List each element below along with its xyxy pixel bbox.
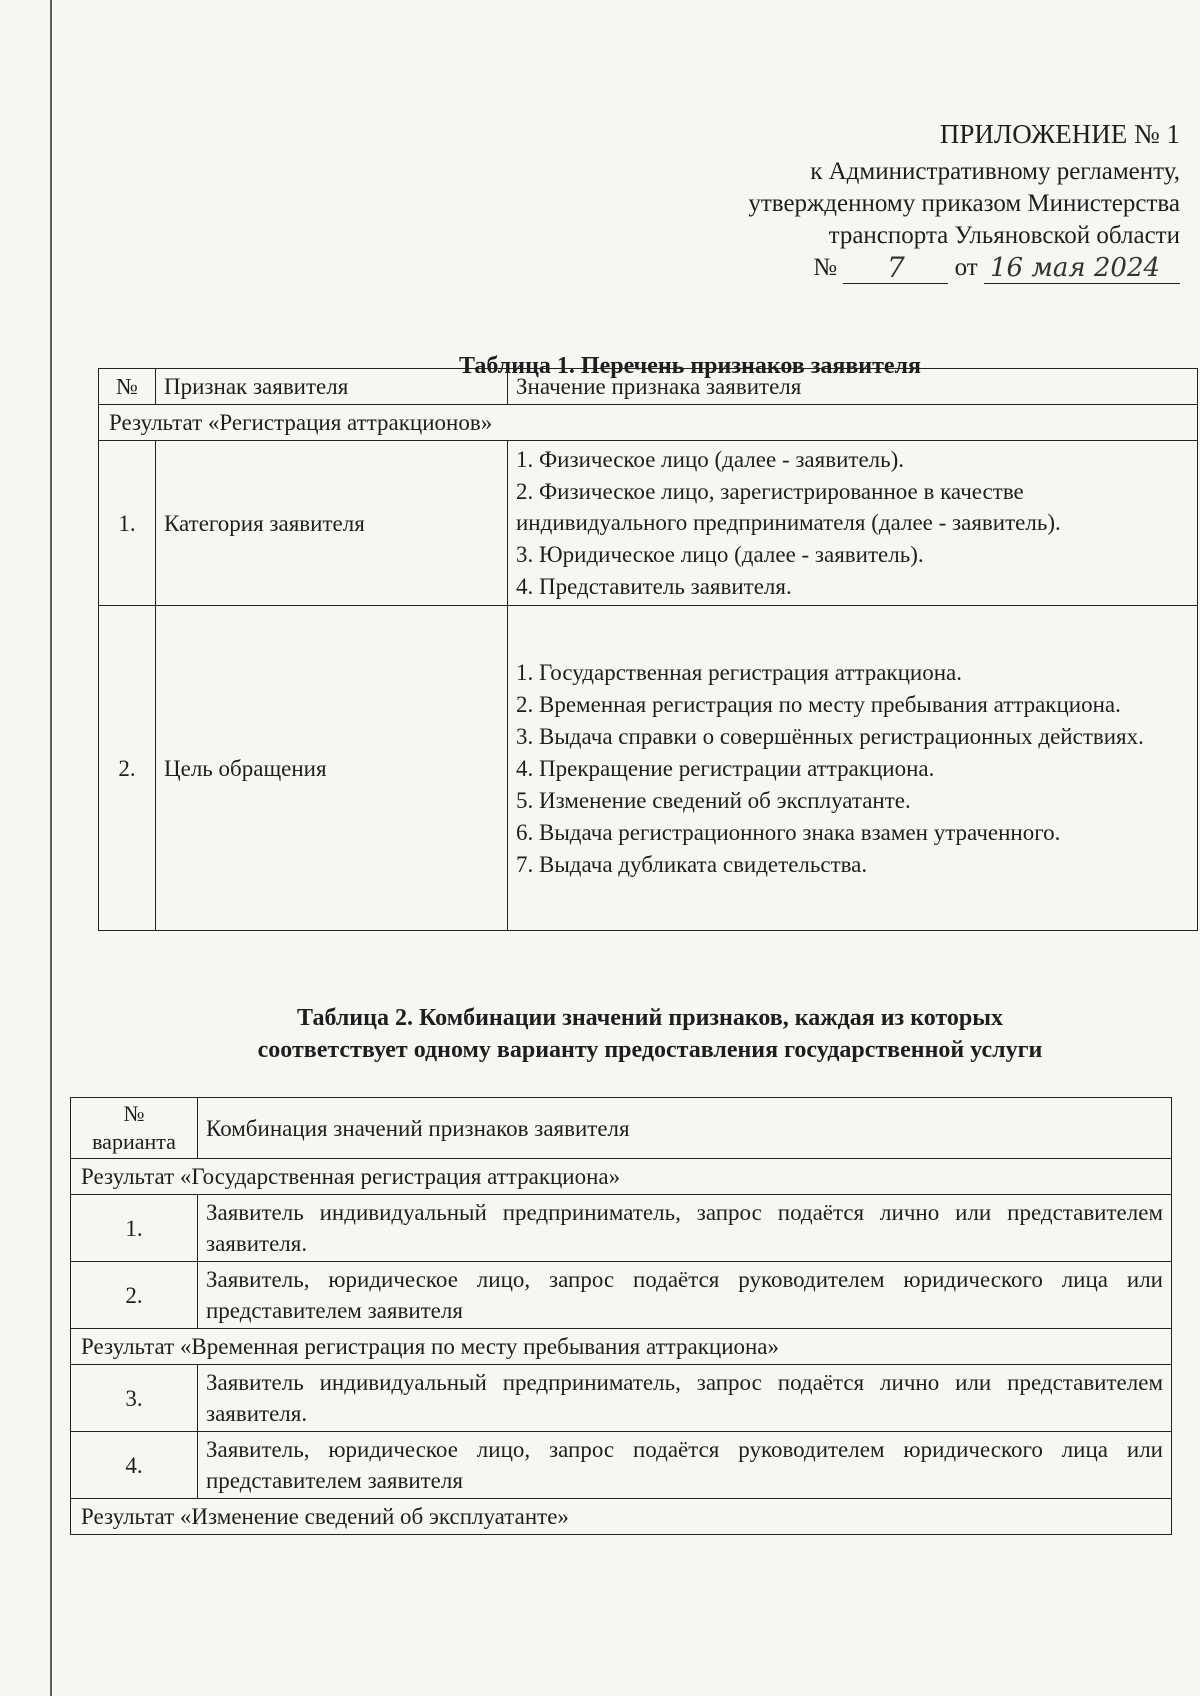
value-item: 4. Прекращение регистрации аттракциона.: [516, 755, 935, 781]
order-number-date-line: [620, 252, 1180, 284]
variant-combination: Заявитель индивидуальный предприниматель, запрос подаётся лично или представителем заявителя.: [198, 1195, 1172, 1262]
result-section-row: [71, 1329, 1172, 1365]
table-header-row: [99, 369, 1198, 405]
table2-title: [50, 1002, 1200, 1066]
result-section-row: [71, 1499, 1172, 1535]
date-prefix: от: [954, 254, 978, 281]
col-header-number: №: [99, 369, 156, 405]
result-label: Результат «Изменение сведений об эксплуатанте»: [71, 1499, 1172, 1535]
variant-number: 4.: [71, 1432, 198, 1499]
value-item: 3. Выдача справки о совершённых регистрационных действиях.: [516, 723, 1144, 749]
result-label: Результат «Регистрация аттракционов»: [99, 405, 1198, 441]
row-number: 1.: [99, 441, 156, 606]
binding-margin-line: [50, 0, 52, 1696]
value-item: 2. Физическое лицо, зарегистрированное в качестве индивидуального предпринимателя (далее - заявитель).: [516, 479, 1061, 535]
variant-combination: Заявитель, юридическое лицо, запрос подаётся руководителем юридического лица или представителем заявителя: [198, 1262, 1172, 1329]
col-header-feature: Признак заявителя: [156, 369, 508, 405]
table2-title-line: Таблица 2. Комбинации значений признаков, каждая из которых: [297, 1005, 1003, 1031]
applicant-features-table: [98, 368, 1198, 931]
value-item: 6. Выдача регистрационного знака взамен утраченного.: [516, 819, 1061, 845]
value-item: 5. Изменение сведений об эксплуатанте.: [516, 787, 911, 813]
table-row: [99, 441, 1198, 606]
value-item: 4. Представитель заявителя.: [516, 574, 792, 599]
variant-combination: Заявитель индивидуальный предприниматель, запрос подаётся лично или представителем заявителя.: [198, 1365, 1172, 1432]
table-row: [71, 1432, 1172, 1499]
header-line: транспорта Ульяновской области: [828, 222, 1180, 249]
table-header-row: [71, 1098, 1172, 1159]
header-num-symbol: №: [123, 1101, 145, 1126]
variant-number: 1.: [71, 1195, 198, 1262]
value-item: 2. Временная регистрация по месту пребывания аттракциона.: [516, 691, 1121, 717]
appendix-title: ПРИЛОЖЕНИЕ № 1: [939, 119, 1180, 149]
row-values: [508, 441, 1198, 606]
col-header-value: Значение признака заявителя: [508, 369, 1198, 405]
row-feature: Категория заявителя: [156, 441, 508, 606]
variant-combination: Заявитель, юридическое лицо, запрос подаётся руководителем юридического лица или представителем заявителя: [198, 1432, 1172, 1499]
table2-title-line: соответствует одному варианту предоставления государственной услуги: [257, 1037, 1043, 1063]
variant-number: 3.: [71, 1365, 198, 1432]
appendix-header: [620, 118, 1180, 284]
value-item: 1. Физическое лицо (далее - заявитель).: [516, 447, 905, 472]
header-num-word: варианта: [92, 1129, 176, 1154]
row-values: [508, 606, 1198, 931]
result-section-row: [99, 405, 1198, 441]
variant-number: 2.: [71, 1262, 198, 1329]
result-label: Результат «Временная регистрация по месту пребывания аттракциона»: [71, 1329, 1172, 1365]
col-header-combination: Комбинация значений признаков заявителя: [198, 1098, 1172, 1159]
header-line: утвержденному приказом Министерства: [748, 190, 1180, 217]
table-row: [99, 606, 1198, 931]
row-feature: Цель обращения: [156, 606, 508, 931]
result-section-row: [71, 1159, 1172, 1195]
row-number: 2.: [99, 606, 156, 931]
header-line: к Административному регламенту,: [810, 158, 1180, 185]
result-label: Результат «Государственная регистрация аттракциона»: [71, 1159, 1172, 1195]
value-item: 7. Выдача дубликата свидетельства.: [516, 851, 868, 877]
table-row: [71, 1195, 1172, 1262]
number-prefix: №: [813, 254, 838, 281]
handwritten-order-date: 16 мая 2024: [984, 253, 1180, 284]
table-row: [71, 1365, 1172, 1432]
table1-title: Таблица 1. Перечень признаков заявителя: [458, 353, 922, 379]
table-row: [71, 1262, 1172, 1329]
col-header-variant-number: [71, 1098, 198, 1159]
value-item: 3. Юридическое лицо (далее - заявитель).: [516, 542, 924, 567]
service-variants-table: [70, 1097, 1172, 1535]
handwritten-order-number: 7: [843, 253, 948, 284]
value-item: 1. Государственная регистрация аттракциона.: [516, 659, 962, 685]
